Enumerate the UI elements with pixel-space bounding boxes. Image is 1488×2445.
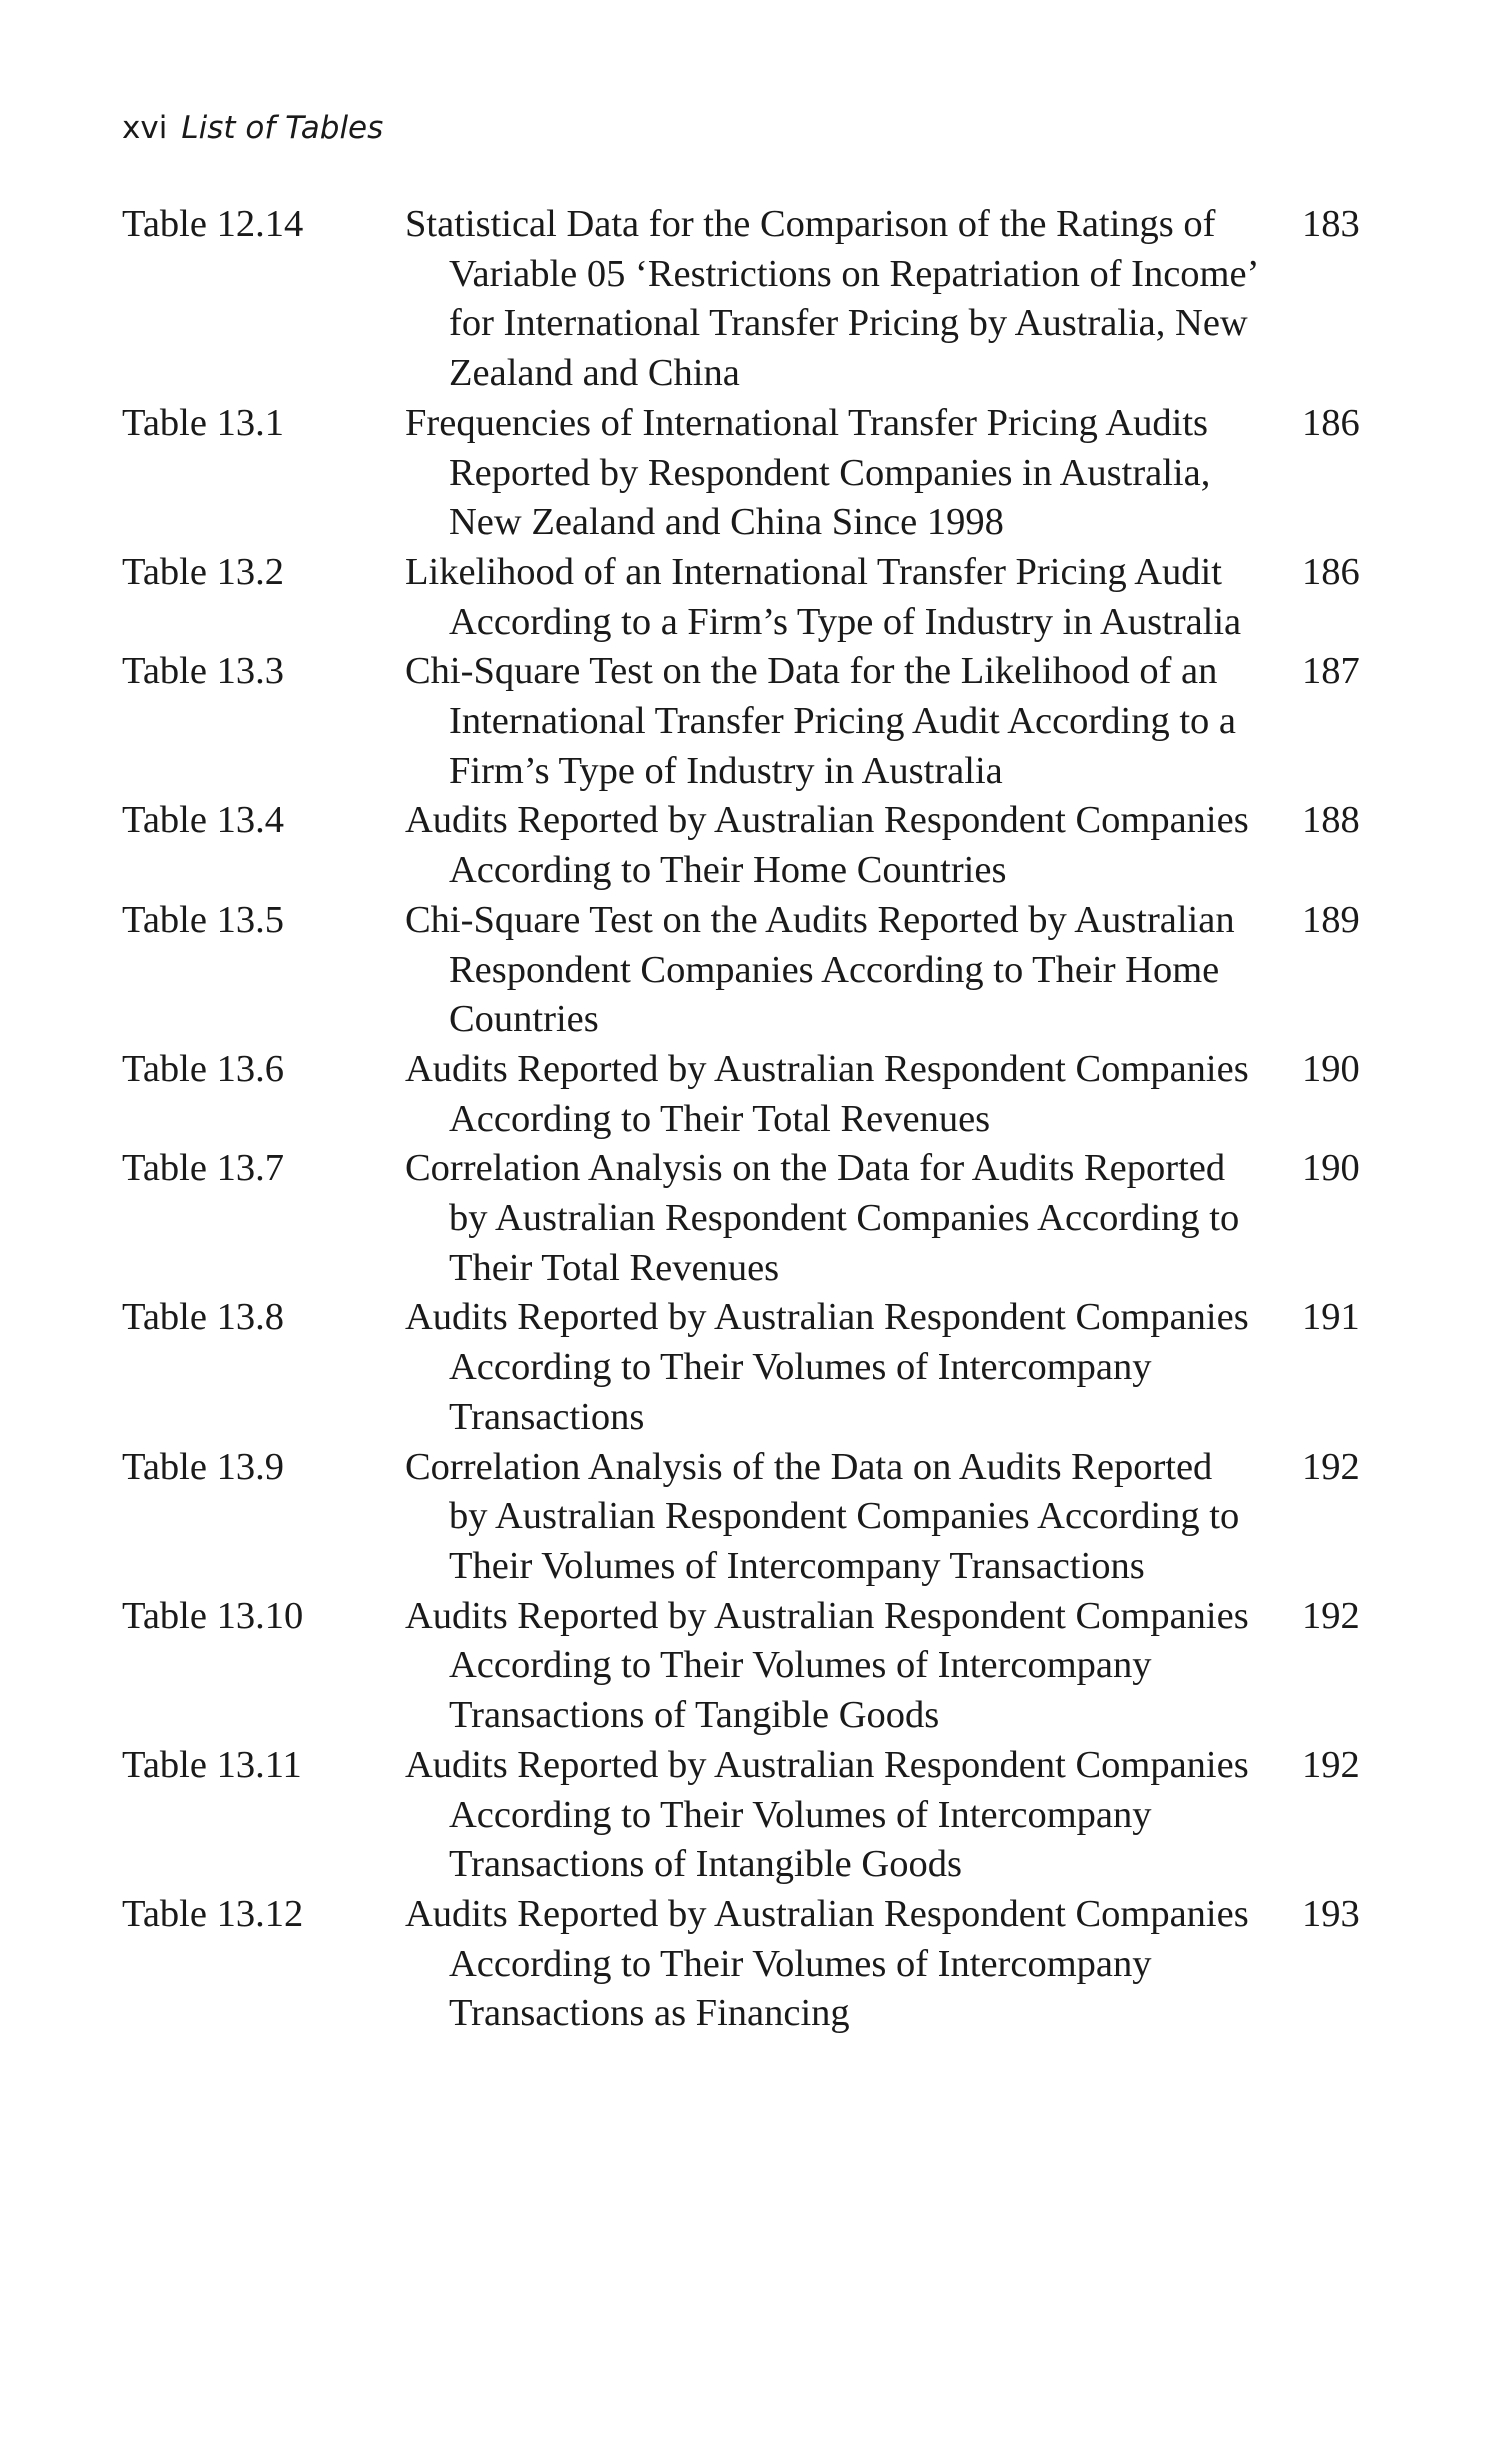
- table-title: Correlation Analysis on the Data for Audits Reported by Australian Respondent Companies According to Their Total Revenues: [405, 1147, 1240, 1289]
- page-reference: 192: [1302, 1445, 1360, 1488]
- table-number: Table 13.11: [122, 1743, 302, 1786]
- page-reference: 186: [1302, 401, 1360, 444]
- table-title: Audits Reported by Australian Respondent Companies According to Their Volumes of Intercompany Transactions of Intangible Goods: [405, 1743, 1249, 1886]
- toc-entry-table-13-3: [122, 647, 1372, 796]
- table-number: Table 13.4: [122, 799, 284, 842]
- section-title: List of Tables: [181, 110, 384, 146]
- page-reference: 190: [1302, 1147, 1360, 1190]
- list-of-tables: [122, 200, 1372, 2039]
- table-title: Frequencies of International Transfer Pricing Audits Reported by Respondent Companies in Australia, New Zealand and China Since 1998: [405, 401, 1211, 544]
- toc-entry-table-13-6: [122, 1045, 1372, 1144]
- table-number: Table 13.5: [122, 898, 284, 941]
- table-title: Audits Reported by Australian Respondent Companies According to Their Home Countries: [405, 799, 1249, 892]
- toc-entry-table-13-9: [122, 1443, 1372, 1592]
- page-reference: 192: [1302, 1594, 1360, 1637]
- page-reference: 188: [1302, 799, 1360, 842]
- table-title: Audits Reported by Australian Respondent Companies According to Their Volumes of Intercompany Transactions of Tangible Goods: [405, 1594, 1249, 1737]
- table-title: Audits Reported by Australian Respondent Companies According to Their Total Revenues: [405, 1047, 1249, 1140]
- toc-entry-table-13-10: [122, 1592, 1372, 1741]
- table-number: Table 13.9: [122, 1445, 284, 1488]
- page-reference: 186: [1302, 550, 1360, 593]
- page-reference: 190: [1302, 1047, 1360, 1090]
- running-head: [122, 108, 383, 148]
- table-number: Table 13.8: [122, 1296, 284, 1339]
- toc-entry-table-13-2: [122, 548, 1372, 647]
- toc-entry-table-13-5: [122, 896, 1372, 1045]
- table-number: Table 13.6: [122, 1047, 284, 1090]
- toc-entry-table-13-12: [122, 1890, 1372, 2039]
- toc-entry-table-13-1: [122, 399, 1372, 548]
- toc-entry-table-13-4: [122, 796, 1372, 895]
- table-number: Table 13.1: [122, 401, 284, 444]
- table-title: Correlation Analysis of the Data on Audits Reported by Australian Respondent Companies According to Their Volumes of Intercompany Transactions: [405, 1445, 1240, 1587]
- table-number: Table 12.14: [122, 203, 304, 245]
- table-number: Table 13.12: [122, 1892, 304, 1935]
- toc-entry-table-13-11: [122, 1741, 1372, 1890]
- toc-entry-table-13-7: [122, 1144, 1372, 1293]
- page-reference: 189: [1302, 898, 1360, 941]
- page-reference: 192: [1302, 1743, 1360, 1786]
- table-number: Table 13.7: [122, 1147, 284, 1190]
- table-title: Audits Reported by Australian Respondent Companies According to Their Volumes of Intercompany Transactions: [405, 1296, 1249, 1438]
- toc-entry-table-12-14: [122, 200, 1372, 399]
- table-title: Chi-Square Test on the Data for the Likelihood of an International Transfer Pricing Audit According to a Firm’s Type of Industry in Australia: [405, 650, 1236, 792]
- table-number: Table 13.2: [122, 550, 284, 593]
- table-number: Table 13.3: [122, 650, 284, 693]
- table-title: Chi-Square Test on the Audits Reported by Australian Respondent Companies According to Their Home Countries: [405, 898, 1235, 1041]
- table-title: Audits Reported by Australian Respondent Companies According to Their Volumes of Intercompany Transactions as Financing: [405, 1892, 1249, 2035]
- table-title: Likelihood of an International Transfer Pricing Audit According to a Firm’s Type of Industry in Australia: [405, 550, 1242, 643]
- table-number: Table 13.10: [122, 1594, 304, 1637]
- toc-entry-table-13-8: [122, 1293, 1372, 1442]
- table-title: Statistical Data for the Comparison of the Ratings of Variable 05 ‘Restrictions on Repatriation of Income’ for International Transfer Pricing by Australia, New Zealand and China: [405, 203, 1257, 395]
- page-reference: 191: [1302, 1296, 1360, 1339]
- page-reference: 193: [1302, 1892, 1360, 1935]
- page-reference: 183: [1302, 203, 1360, 245]
- page-number: xvi: [122, 110, 168, 146]
- page-reference: 187: [1302, 650, 1360, 693]
